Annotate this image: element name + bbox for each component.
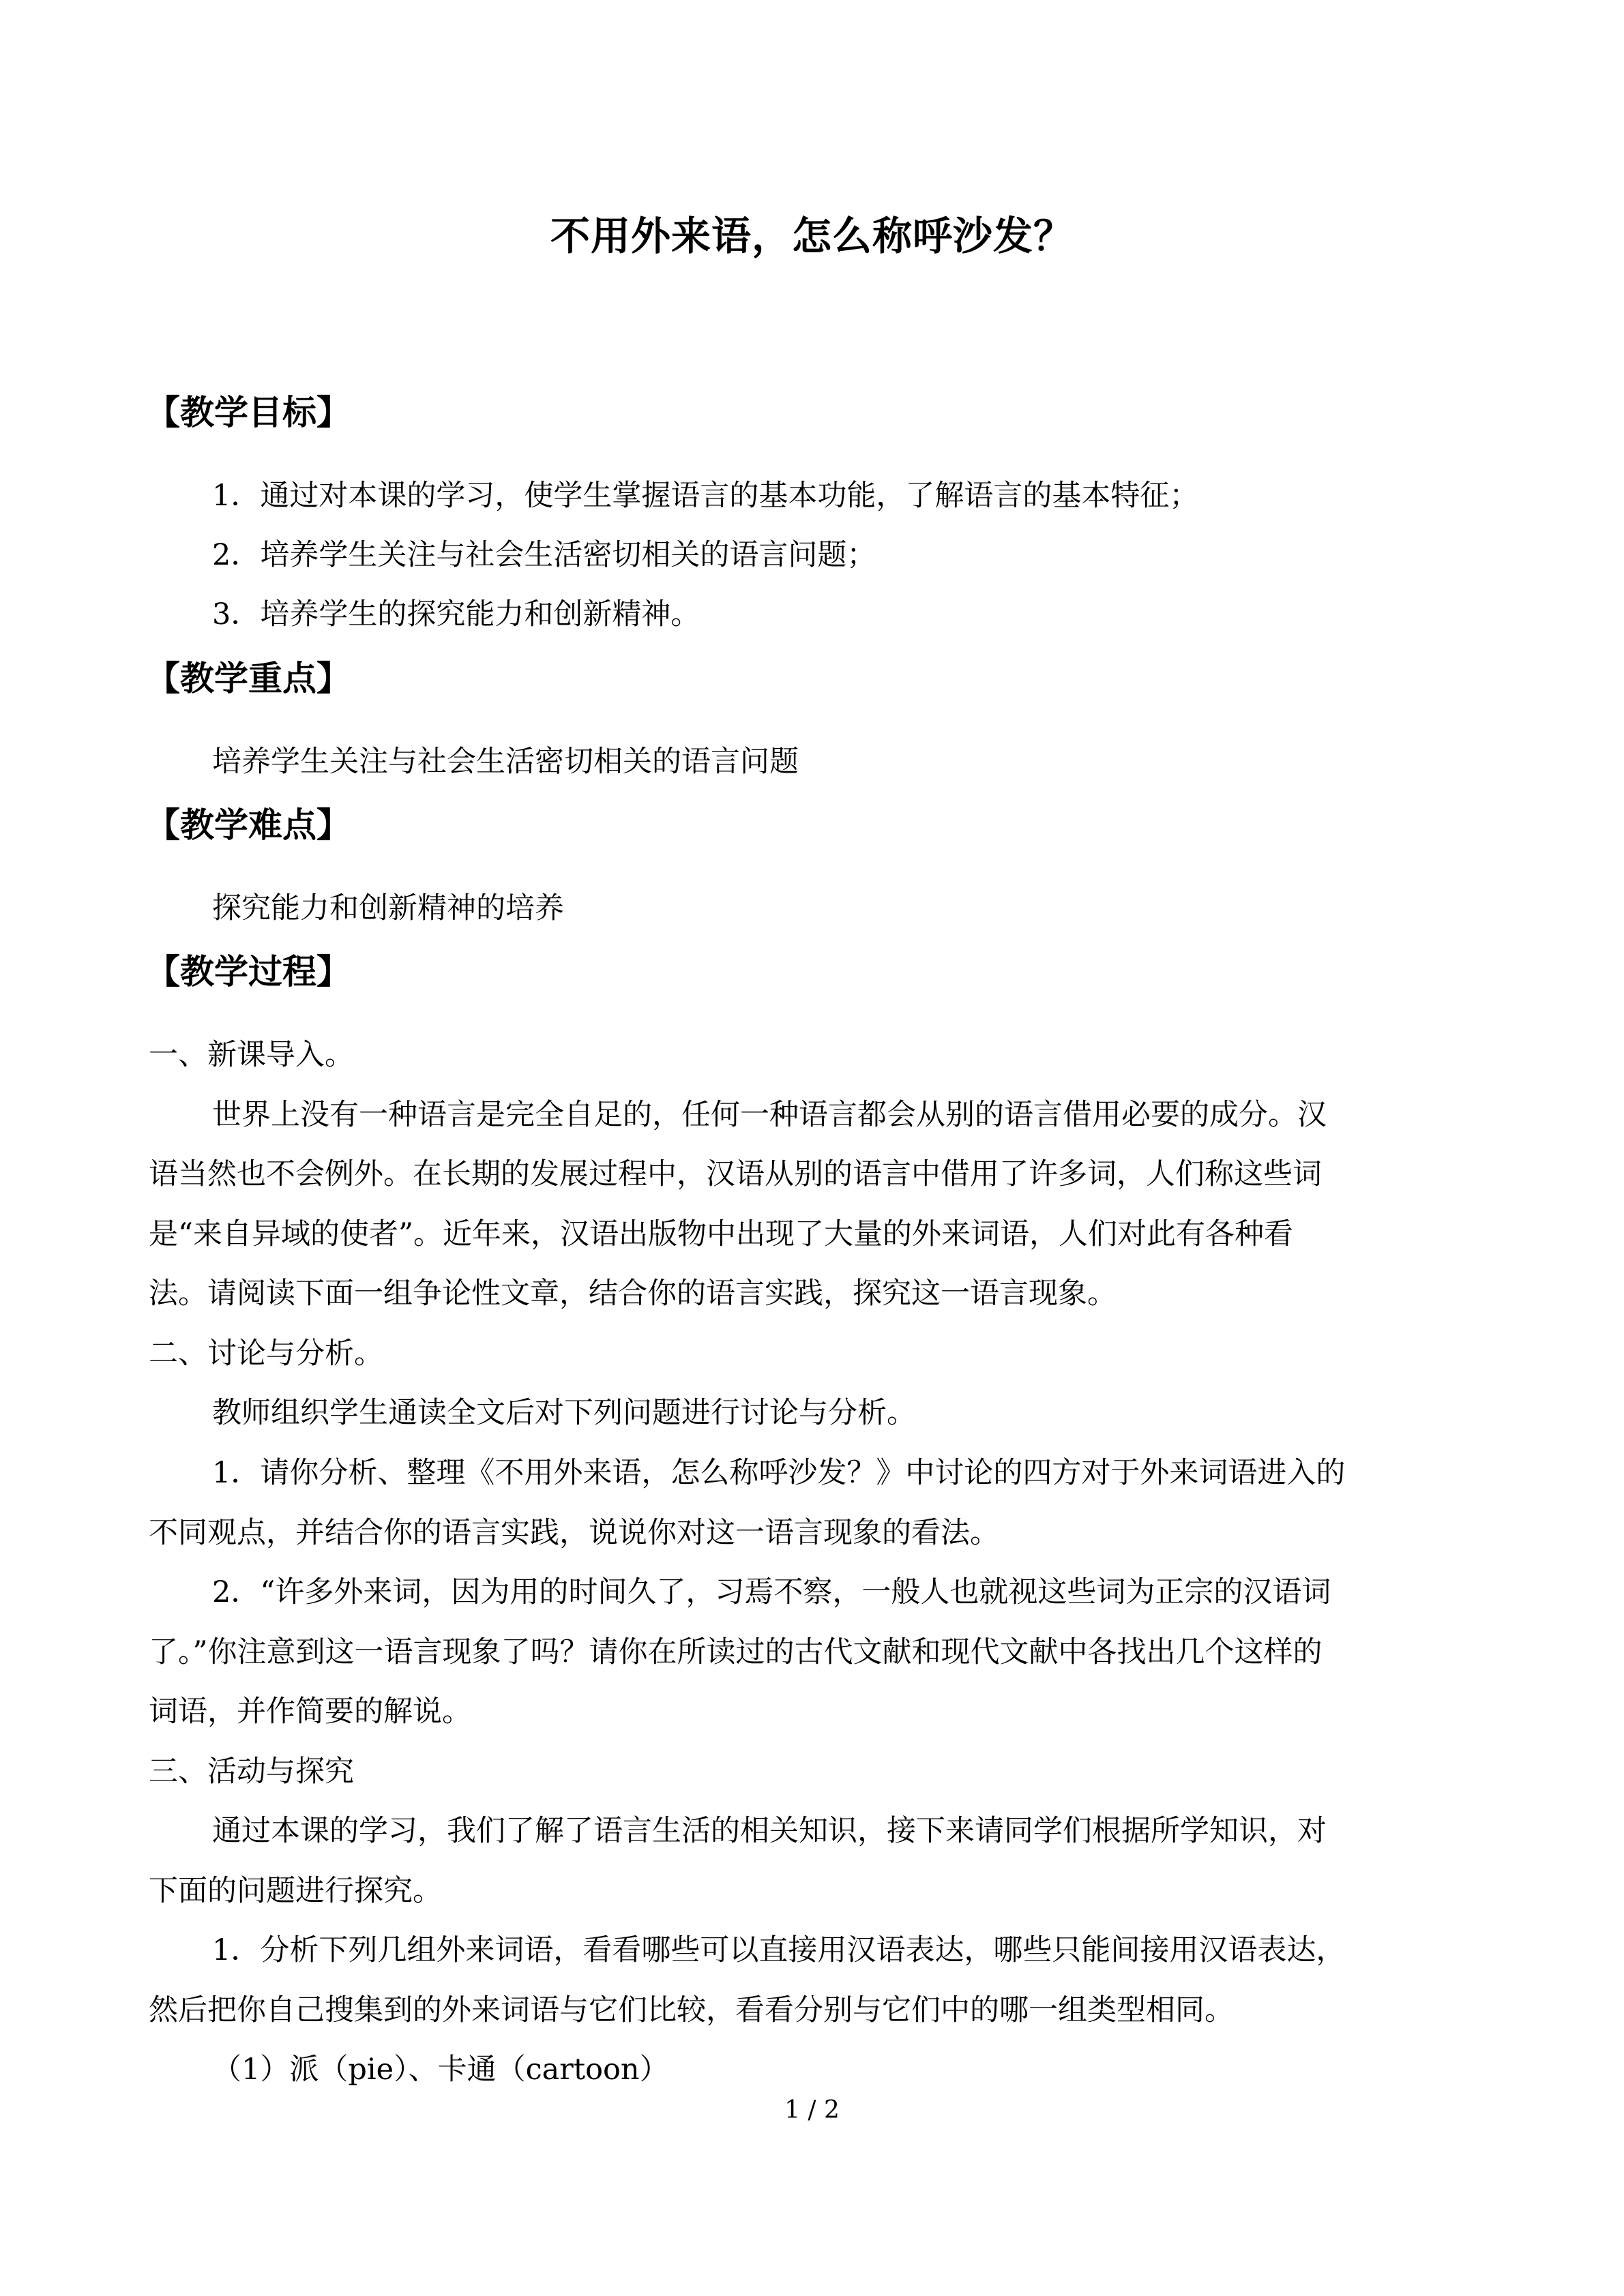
key-points-text: 培养学生关注与社会生活密切相关的语言问题	[212, 745, 799, 779]
process-question-1-cont: 不同观点，并结合你的语言实践，说说你对这一语言现象的看法。	[149, 1516, 999, 1550]
page-number: 1 / 2	[784, 2096, 840, 2124]
process-paragraph-line: 语当然也不会例外。在长期的发展过程中，汉语从别的语言中借用了许多词，人们称这些词	[149, 1157, 1322, 1191]
difficulties-text: 探究能力和创新精神的培养	[212, 891, 564, 925]
process-section-1-title: 一、新课导入。	[149, 1038, 354, 1072]
process-paragraph-line: 通过本课的学习，我们了解了语言生活的相关知识，接下来请同学们根据所学知识，对	[212, 1814, 1327, 1848]
process-activity-1: 1．分析下列几组外来词语，看看哪些可以直接用汉语表达，哪些只能间接用汉语表达，	[212, 1933, 1346, 1967]
process-paragraph-line: 是“来自异域的使者”。近年来，汉语出版物中出现了大量的外来词语，人们对此有各种看	[149, 1217, 1293, 1251]
process-paragraph-line: 世界上没有一种语言是完全自足的，任何一种语言都会从别的语言借用必要的成分。汉	[212, 1098, 1327, 1132]
process-section-2-title: 二、讨论与分析。	[149, 1337, 383, 1371]
process-section-3-title: 三、活动与探究	[149, 1755, 354, 1789]
heading-difficulties: 【教学难点】	[146, 805, 351, 845]
heading-process: 【教学过程】	[146, 952, 351, 992]
process-question-1: 1．请你分析、整理《不用外来语，怎么称呼沙发？》中讨论的四方对于外来词语进入的	[212, 1456, 1346, 1490]
process-question-2: 2．“许多外来词，因为用的时间久了，习焉不察，一般人也就视这些词为正宗的汉语词	[212, 1575, 1331, 1609]
process-question-2-cont: 词语，并作简要的解说。	[149, 1695, 471, 1729]
page-title: 不用外来语，怎么称呼沙发？	[550, 213, 1074, 259]
process-activity-1-example: （1）派（pie）、卡通（cartoon）	[212, 2053, 669, 2087]
objective-item-3: 3．培养学生的探究能力和创新精神。	[212, 597, 700, 631]
process-paragraph-line: 教师组织学生通读全文后对下列问题进行讨论与分析。	[212, 1396, 916, 1430]
objective-item-1: 1．通过对本课的学习，使学生掌握语言的基本功能，了解语言的基本特征；	[212, 479, 1199, 513]
objective-item-2: 2．培养学生关注与社会生活密切相关的语言问题；	[212, 538, 876, 572]
process-paragraph-line: 法。请阅读下面一组争论性文章，结合你的语言实践，探究这一语言现象。	[149, 1277, 1117, 1311]
heading-objectives: 【教学目标】	[146, 393, 351, 432]
heading-key-points: 【教学重点】	[146, 659, 351, 698]
process-activity-1-cont: 然后把你自己搜集到的外来词语与它们比较，看看分别与它们中的哪一组类型相同。	[149, 1993, 1234, 2027]
process-paragraph-line: 下面的问题进行探究。	[149, 1874, 442, 1908]
process-question-2-cont: 了。”你注意到这一语言现象了吗？请你在所读过的古代文献和现代文献中各找出几个这样的	[149, 1635, 1323, 1669]
